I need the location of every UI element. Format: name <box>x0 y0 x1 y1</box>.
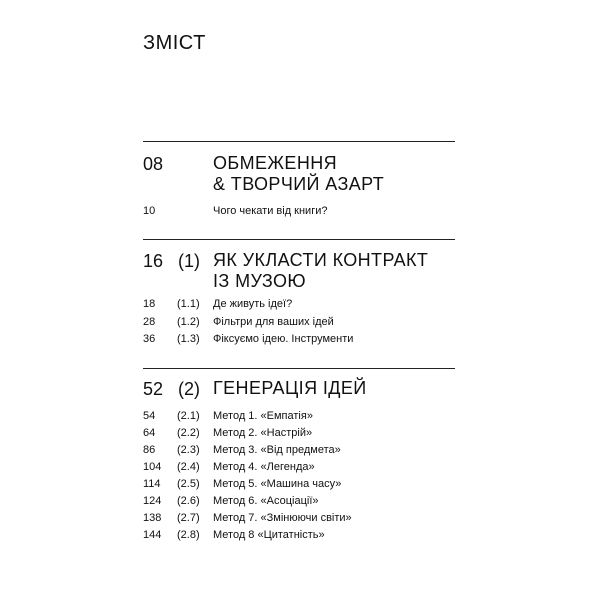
toc-entry-title[interactable]: Фільтри для ваших ідей <box>213 316 334 328</box>
section-title[interactable] <box>213 153 384 195</box>
toc-entry-code: (2.4) <box>177 461 200 473</box>
toc-entry-code: (2.5) <box>177 478 200 490</box>
toc-entry-title[interactable]: Метод 2. «Настрій» <box>213 427 313 439</box>
toc-entry-page: 10 <box>143 205 156 217</box>
toc-entry-title[interactable]: Метод 7. «Змінюючи світи» <box>213 512 352 524</box>
section-divider <box>143 239 455 240</box>
toc-entry-code: (2.8) <box>177 529 200 541</box>
section-code: (1) <box>178 251 200 271</box>
section-title-line: ІЗ МУЗОЮ <box>213 271 306 291</box>
section-divider <box>143 141 455 142</box>
toc-entry-title[interactable]: Метод 3. «Від предмета» <box>213 444 341 456</box>
toc-entry-code: (2.3) <box>177 444 200 456</box>
section-code: (2) <box>178 379 200 399</box>
toc-entry-page: 104 <box>143 461 162 473</box>
toc-entry-code: (2.1) <box>177 410 200 422</box>
toc-entry-title[interactable]: Метод 5. «Машина часу» <box>213 478 342 490</box>
toc-entry-page: 18 <box>143 298 156 310</box>
section-title-line: ОБМЕЖЕННЯ <box>213 153 338 173</box>
toc-entry-code: (2.7) <box>177 512 200 524</box>
section-title[interactable] <box>213 250 428 292</box>
toc-entry-page: 114 <box>143 478 161 490</box>
toc-entry-page: 138 <box>143 512 162 524</box>
toc-entry-page: 64 <box>143 427 156 439</box>
section-divider <box>143 368 455 369</box>
page-title: ЗМІСТ <box>143 32 206 54</box>
toc-entry-title[interactable]: Метод 8 «Цитатність» <box>213 529 325 541</box>
toc-entry-code: (1.3) <box>177 333 200 345</box>
toc-entry-title[interactable]: Метод 1. «Емпатія» <box>213 410 313 422</box>
toc-entry-page: 124 <box>143 495 162 507</box>
section-title-line: & ТВОРЧИЙ АЗАРТ <box>213 174 385 194</box>
toc-entry-page: 28 <box>143 316 156 328</box>
toc-entry-code: (2.6) <box>177 495 200 507</box>
toc-entry-page: 54 <box>143 410 156 422</box>
toc-entry-title[interactable]: Метод 6. «Асоціації» <box>213 495 319 507</box>
toc-entry-code: (1.1) <box>177 298 200 310</box>
toc-entry-title[interactable]: Де живуть ідеї? <box>213 298 293 310</box>
section-title-line: ЯК УКЛАСТИ КОНТРАКТ <box>213 250 429 270</box>
section-page-number: 52 <box>143 379 164 399</box>
section-page-number: 16 <box>143 251 164 271</box>
toc-entry-page: 144 <box>143 529 162 541</box>
section-title-line: ГЕНЕРАЦІЯ ІДЕЙ <box>213 378 367 398</box>
toc-entry-title[interactable]: Фіксуємо ідею. Інструменти <box>213 333 354 345</box>
toc-entry-page: 36 <box>143 333 156 345</box>
section-page-number: 08 <box>143 154 164 174</box>
toc-entry-page: 86 <box>143 444 156 456</box>
toc-entry-code: (2.2) <box>177 427 200 439</box>
toc-entry-title[interactable]: Метод 4. «Легенда» <box>213 461 315 473</box>
toc-entry-title[interactable]: Чого чекати від книги? <box>213 205 328 217</box>
toc-entry-code: (1.2) <box>177 316 200 328</box>
section-title[interactable] <box>213 378 367 399</box>
